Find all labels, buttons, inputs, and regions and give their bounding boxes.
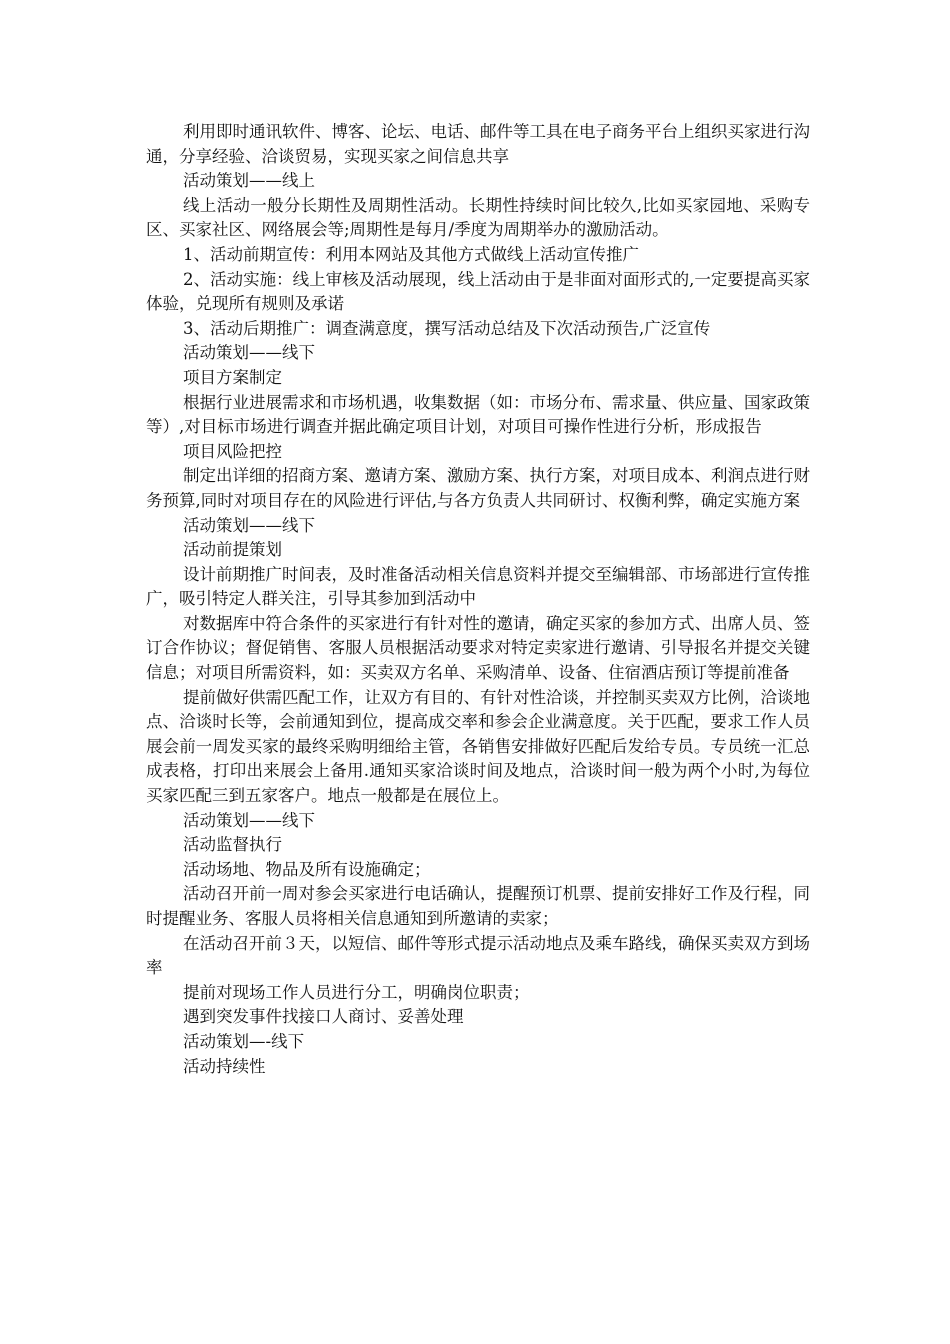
paragraph-matching: 提前做好供需匹配工作，让双方有目的、有针对性洽谈，并控制买卖双方比例，洽谈地点、洽谈时长等，会前通知到位，提高成交率和参会企业满意度。关于匹配，要求工作人员展会前一周发买家的最终采购明细给主管，各销售安排做好匹配后发给专员。专员统一汇总成表格，打印出来展会上备用.通知买家洽谈时间及地点，洽谈时间一般为两个小时,为每位买家匹配三到五家客户。地点一般都是在展位上。 <box>146 687 810 806</box>
paragraph-online-activities: 线上活动一般分长期性及周期性活动。长期性持续时间比较久,比如买家园地、采购专区、买家社区、网络展会等;周期性是每月/季度为周期举办的激励活动。 <box>146 195 810 240</box>
paragraph-project-plan: 根据行业进展需求和市场机遇，收集数据（如：市场分布、需求量、供应量、国家政策等）,对目标市场进行调查并据此确定项目计划，对项目可操作性进行分析，形成报告 <box>146 392 810 437</box>
paragraph-step-3: 3、活动后期推广：调查满意度，撰写活动总结及下次活动预告,广泛宣传 <box>183 318 711 338</box>
heading-offline-planning-1: 活动策划——线下 <box>183 343 315 363</box>
heading-continuity: 活动持续性 <box>183 1056 266 1076</box>
heading-offline-planning-4: 活动策划—-线下 <box>183 1031 305 1051</box>
heading-project-plan: 项目方案制定 <box>183 367 282 387</box>
heading-online-planning: 活动策划——线上 <box>183 171 315 191</box>
paragraph-promotion-schedule: 设计前期推广时间表，及时准备活动相关信息资料并提交至编辑部、市场部进行宣传推广，吸引特定人群关注，引导其参加到活动中 <box>146 564 810 609</box>
paragraph-buyer-invitation: 对数据库中符合条件的买家进行有针对性的邀请，确定买家的参加方式、出席人员、签订合作协议；督促销售、客服人员根据活动要求对特定卖家进行邀请、引导报名并提交关键信息；对项目所需资料，如：买卖双方名单、采购清单、设备、住宿酒店预订等提前准备 <box>146 613 810 683</box>
paragraph-phone-confirm: 活动召开前一周对参会买家进行电话确认，提醒预订机票、提前安排好工作及行程，同时提醒业务、客服人员将相关信息通知到所邀请的卖家； <box>146 884 810 928</box>
heading-supervision: 活动监督执行 <box>183 835 282 855</box>
paragraph-risk-control: 制定出详细的招商方案、邀请方案、激励方案、执行方案，对项目成本、利润点进行财务预算,同时对项目存在的风险进行评估,与各方负责人共同研讨、权衡利弊，确定实施方案 <box>146 466 810 510</box>
heading-offline-planning-3: 活动策划——线下 <box>183 810 315 830</box>
paragraph-staff-assignment: 提前对现场工作人员进行分工，明确岗位职责； <box>183 982 530 1002</box>
paragraph-step-1: 1、活动前期宣传：利用本网站及其他方式做线上活动宣传推广 <box>183 244 639 264</box>
paragraph-sms-reminder: 在活动召开前３天，以短信、邮件等形式提示活动地点及乘车路线，确保买卖双方到场率 <box>146 933 810 978</box>
paragraph-im-communication: 利用即时通讯软件、博客、论坛、电话、邮件等工具在电子商务平台上组织买家进行沟通，分享经验、洽谈贸易，实现买家之间信息共享 <box>146 122 810 166</box>
paragraph-emergency: 遇到突发事件找接口人商讨、妥善处理 <box>183 1007 464 1027</box>
heading-offline-planning-2: 活动策划——线下 <box>183 515 315 535</box>
document-body <box>146 120 810 1079</box>
paragraph-venue: 活动场地、物品及所有设施确定； <box>183 859 431 879</box>
heading-risk-control: 项目风险把控 <box>183 441 282 461</box>
paragraph-step-2: 2、活动实施：线上审核及活动展现，线上活动由于是非面对面形式的,一定要提高买家体验，兑现所有规则及承诺 <box>146 269 810 314</box>
heading-pre-planning: 活动前提策划 <box>183 540 282 560</box>
